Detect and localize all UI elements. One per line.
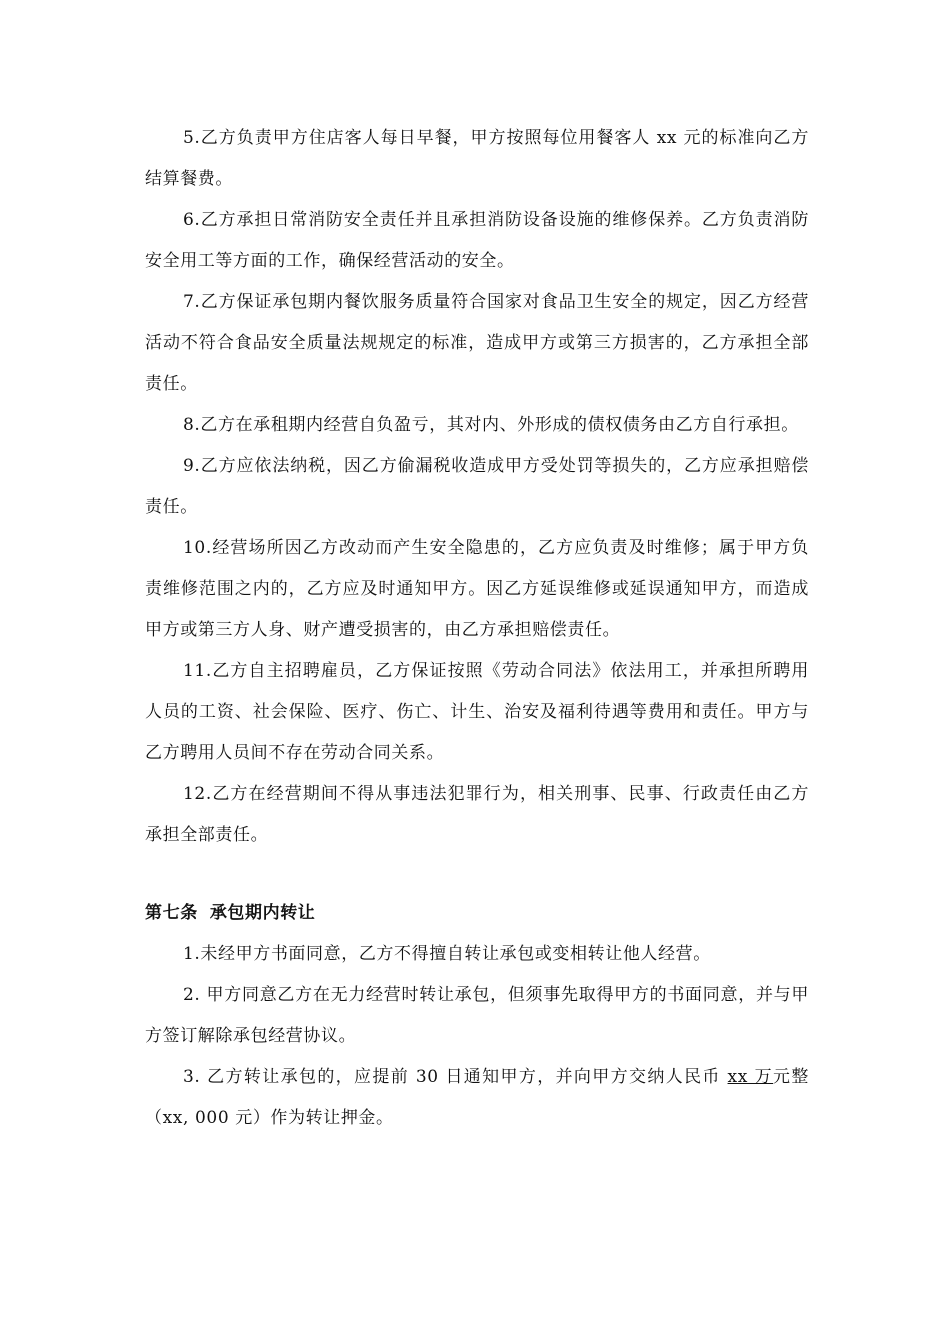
transfer-item-1: 1.未经甲方书面同意，乙方不得擅自转让承包或变相转让他人经营。 — [183, 944, 711, 964]
deposit-amount: xx 万 — [727, 1067, 774, 1087]
clause-item-11: 11.乙方自主招聘雇员，乙方保证按照《劳动合同法》依法用工，并承担所聘用人员的工资、社会保险、医疗、伤亡、计生、治安及福利待遇等费用和责任。甲方与乙方聘用人员间不存在劳动合同关系。 — [145, 661, 809, 763]
clause-item-12: 12.乙方在经营期间不得从事违法犯罪行为，相关刑事、民事、行政责任由乙方承担全部责任。 — [145, 784, 809, 845]
clause-item-10: 10.经营场所因乙方改动而产生安全隐患的，乙方应负责及时维修；属于甲方负责维修范围之内的，乙方应及时通知甲方。因乙方延误维修或延误通知甲方，而造成甲方或第三方人身、财产遭受损害的，由乙方承担赔偿责任。 — [145, 538, 809, 640]
clause-item-6: 6.乙方承担日常消防安全责任并且承担消防设备设施的维修保养。乙方负责消防安全用工等方面的工作，确保经营活动的安全。 — [145, 210, 809, 271]
transfer-item-3-text: 3. 乙方转让承包的，应提前 30 日通知甲方，并向甲方交纳人民币 — [183, 1067, 728, 1087]
section-heading — [145, 893, 809, 934]
clause-item-5: 5.乙方负责甲方住店客人每日早餐，甲方按照每位用餐客人 xx 元的标准向乙方结算餐费。 — [145, 128, 809, 189]
section-number: 第七条 — [145, 903, 198, 923]
clause-item-9: 9.乙方应依法纳税，因乙方偷漏税收造成甲方受处罚等损失的，乙方应承担赔偿责任。 — [145, 456, 809, 517]
clause-item-8: 8.乙方在承租期内经营自负盈亏，其对内、外形成的债权债务由乙方自行承担。 — [183, 415, 799, 435]
transfer-item-3 — [145, 1057, 809, 1139]
transfer-item-2: 2. 甲方同意乙方在无力经营时转让承包，但须事先取得甲方的书面同意，并与甲方签订解除承包经营协议。 — [145, 985, 809, 1046]
section-title: 承包期内转让 — [209, 903, 316, 923]
clause-item-7: 7.乙方保证承包期内餐饮服务质量符合国家对食品卫生安全的规定，因乙方经营活动不符合食品安全质量法规规定的标准，造成甲方或第三方损害的，乙方承担全部责任。 — [145, 292, 809, 394]
document-body — [145, 118, 809, 1139]
transfer-item-3-rest: 元整（xx, 000 元）作为转让押金。 — [145, 1067, 810, 1128]
